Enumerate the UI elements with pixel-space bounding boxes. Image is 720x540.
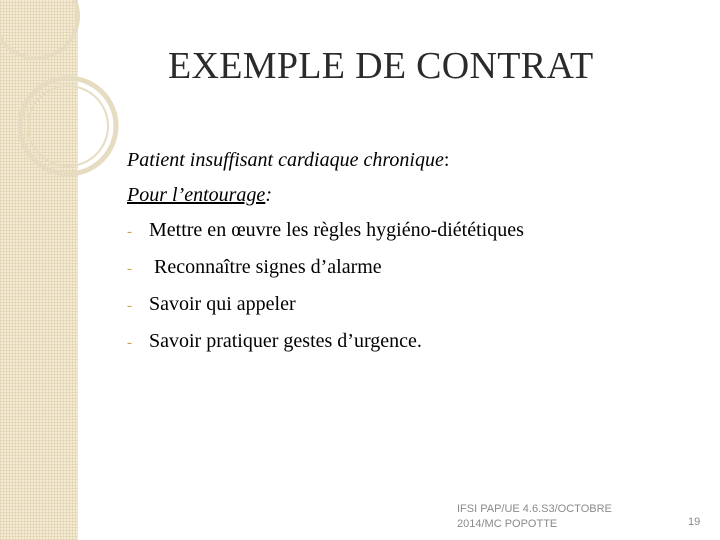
bullet-dash: - xyxy=(127,224,132,240)
list-item xyxy=(127,324,707,361)
list-item-text: Savoir pratiquer gestes d’urgence. xyxy=(149,330,422,352)
list-item-text: Mettre en œuvre les règles hygiéno-diététiques xyxy=(149,219,524,241)
slide-body xyxy=(127,143,707,361)
entourage-heading xyxy=(127,178,707,213)
list-item-text: Reconnaître signes d’alarme xyxy=(149,256,382,278)
slide-title: EXEMPLE DE CONTRAT xyxy=(168,45,594,87)
entourage-heading-colon: : xyxy=(265,184,272,206)
bullet-dash: - xyxy=(127,298,132,314)
entourage-heading-text: Pour l’entourage xyxy=(127,184,266,206)
list-item xyxy=(127,250,707,287)
patient-heading xyxy=(127,143,707,178)
footer-line-1: IFSI PAP/UE 4.6.S3/OCTOBRE xyxy=(457,503,612,515)
patient-heading-text: Patient insuffisant cardiaque chronique xyxy=(127,149,444,171)
list-item xyxy=(127,287,707,324)
page-number: 19 xyxy=(688,516,701,528)
bullet-dash: - xyxy=(127,335,132,351)
patient-heading-colon: : xyxy=(443,149,450,171)
bullet-dash: - xyxy=(127,261,132,277)
list-item-text: Savoir qui appeler xyxy=(149,293,296,315)
footer-line-2: 2014/MC POPOTTE xyxy=(457,518,558,530)
slide-footer xyxy=(457,502,657,532)
list-item xyxy=(127,213,707,250)
